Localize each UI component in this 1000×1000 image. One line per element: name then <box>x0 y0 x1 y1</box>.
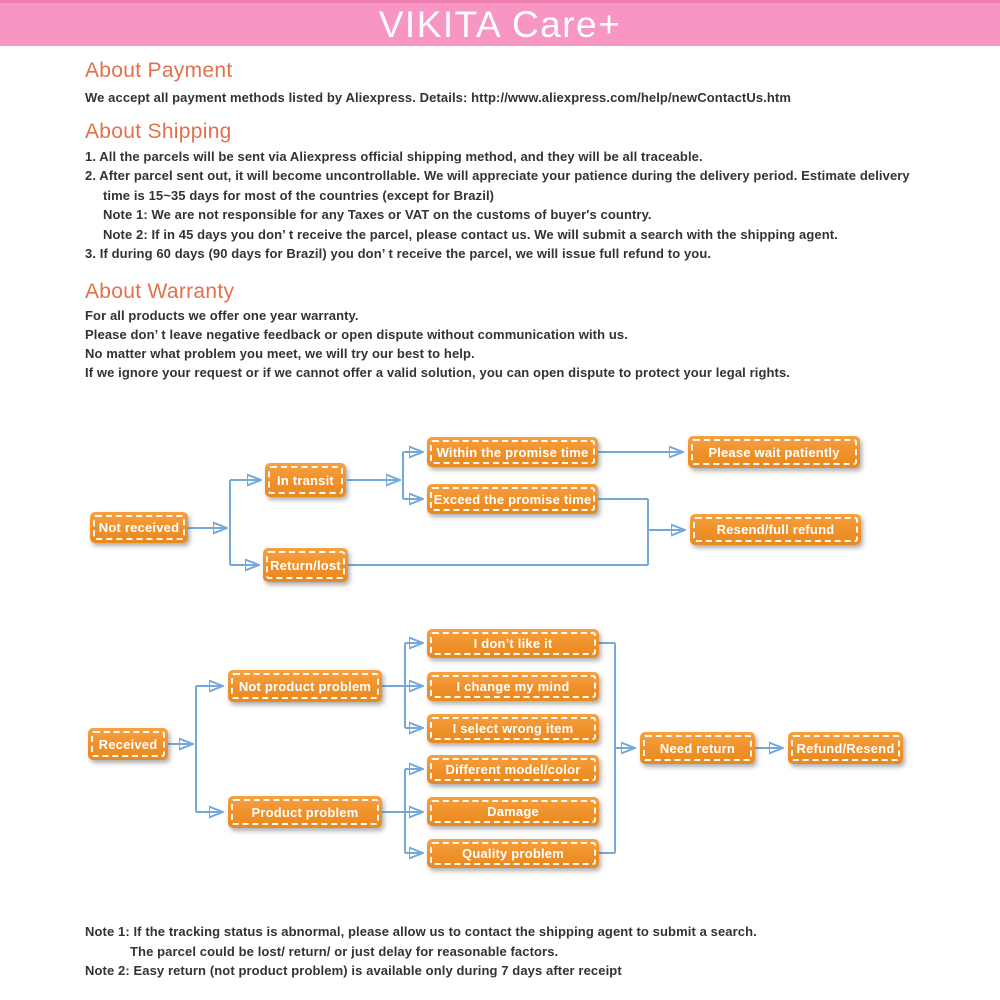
warranty-line: No matter what problem you meet, we will try our best to help. <box>85 346 475 361</box>
warranty-heading: About Warranty <box>85 280 235 303</box>
flow-node-change-mind <box>427 672 599 701</box>
flow-node-product-problem <box>228 796 382 828</box>
flow-node-label: Refund/Resend <box>796 740 895 756</box>
shipping-heading: About Shipping <box>85 120 232 143</box>
flow-node-received <box>88 728 168 760</box>
flow-node-not-received <box>90 512 188 543</box>
flow-node-label: Need return <box>659 740 736 756</box>
flow-node-label: Return/lost <box>270 557 341 573</box>
flow-node-resend-refund <box>690 514 861 545</box>
flow-node-label: Not product problem <box>238 678 372 694</box>
flow-node-not-product-problem <box>228 670 382 702</box>
footnote-line: The parcel could be lost/ return/ or just delay for reasonable factors. <box>130 944 559 959</box>
footnote-line: Note 2: Easy return (not product problem) is available only during 7 days after receipt <box>85 963 622 978</box>
flow-node-dont-like <box>427 629 599 658</box>
flow-node-label: In transit <box>277 472 334 488</box>
flow-node-wrong-item <box>427 714 599 743</box>
flow-node-label: Damage <box>487 804 539 819</box>
flow-node-label: Exceed the promise time <box>433 491 592 507</box>
flow-node-label: I select wrong item <box>452 721 574 736</box>
warranty-line: For all products we offer one year warranty. <box>85 308 359 323</box>
page-title: VIKITA Care+ <box>378 4 622 45</box>
flow-node-label: I change my mind <box>456 679 570 694</box>
flow-node-label: Not received <box>98 520 180 535</box>
flow-node-exceed-promise <box>427 484 598 514</box>
shipping-line: 3. If during 60 days (90 days for Brazil) you don’ t receive the parcel, we will issue full refund to you. <box>85 246 712 261</box>
flow-node-label: Within the promise time <box>436 444 589 460</box>
flow-node-label: Resend/full refund <box>716 522 835 537</box>
shipping-line: 1. All the parcels will be sent via Aliexpress official shipping method, and they will be all traceable. <box>85 149 703 164</box>
flow-node-need-return <box>640 732 755 764</box>
flow-node-model-color <box>427 755 599 784</box>
footnote-line: Note 1: If the tracking status is abnormal, please allow us to contact the shipping agent to submit a search. <box>85 924 757 939</box>
flow-node-damage <box>427 797 599 826</box>
flow-node-label: Quality problem <box>462 846 564 861</box>
payment-line: We accept all payment methods listed by Aliexpress. Details: http://www.aliexpress.com/help/newContactUs.htm <box>85 90 792 105</box>
flow-node-within-promise <box>427 437 598 467</box>
flow-node-label: Different model/color <box>445 762 581 777</box>
shipping-line: Note 1: We are not responsible for any Taxes or VAT on the customs of buyer's country. <box>103 207 652 222</box>
flow-node-quality <box>427 839 599 868</box>
flow-node-label: Please wait patiently <box>708 444 840 460</box>
flow-node-in-transit <box>265 463 346 497</box>
header-banner <box>0 0 1000 46</box>
flow-node-please-wait <box>688 436 860 468</box>
payment-heading: About Payment <box>85 59 233 82</box>
flow-node-label: Product problem <box>251 804 359 820</box>
shipping-line: Note 2: If in 45 days you don’ t receive the parcel, please contact us. We will submit a search with the shipping agent. <box>103 227 838 242</box>
flow-node-label: Received <box>98 736 158 752</box>
warranty-line: Please don’ t leave negative feedback or open dispute without communication with us. <box>85 327 628 342</box>
flow-node-refund-resend <box>788 732 903 764</box>
flow-node-label: I don’t like it <box>473 636 553 651</box>
flow-node-return-lost <box>263 548 348 582</box>
warranty-line: If we ignore your request or if we cannot offer a valid solution, you can open dispute to protect your legal rights. <box>85 365 791 380</box>
shipping-line: time is 15~35 days for most of the countries (except for Brazil) <box>103 188 495 203</box>
shipping-line: 2. After parcel sent out, it will become uncontrollable. We will appreciate your patience during the delivery period. Estimate delivery <box>85 168 910 183</box>
